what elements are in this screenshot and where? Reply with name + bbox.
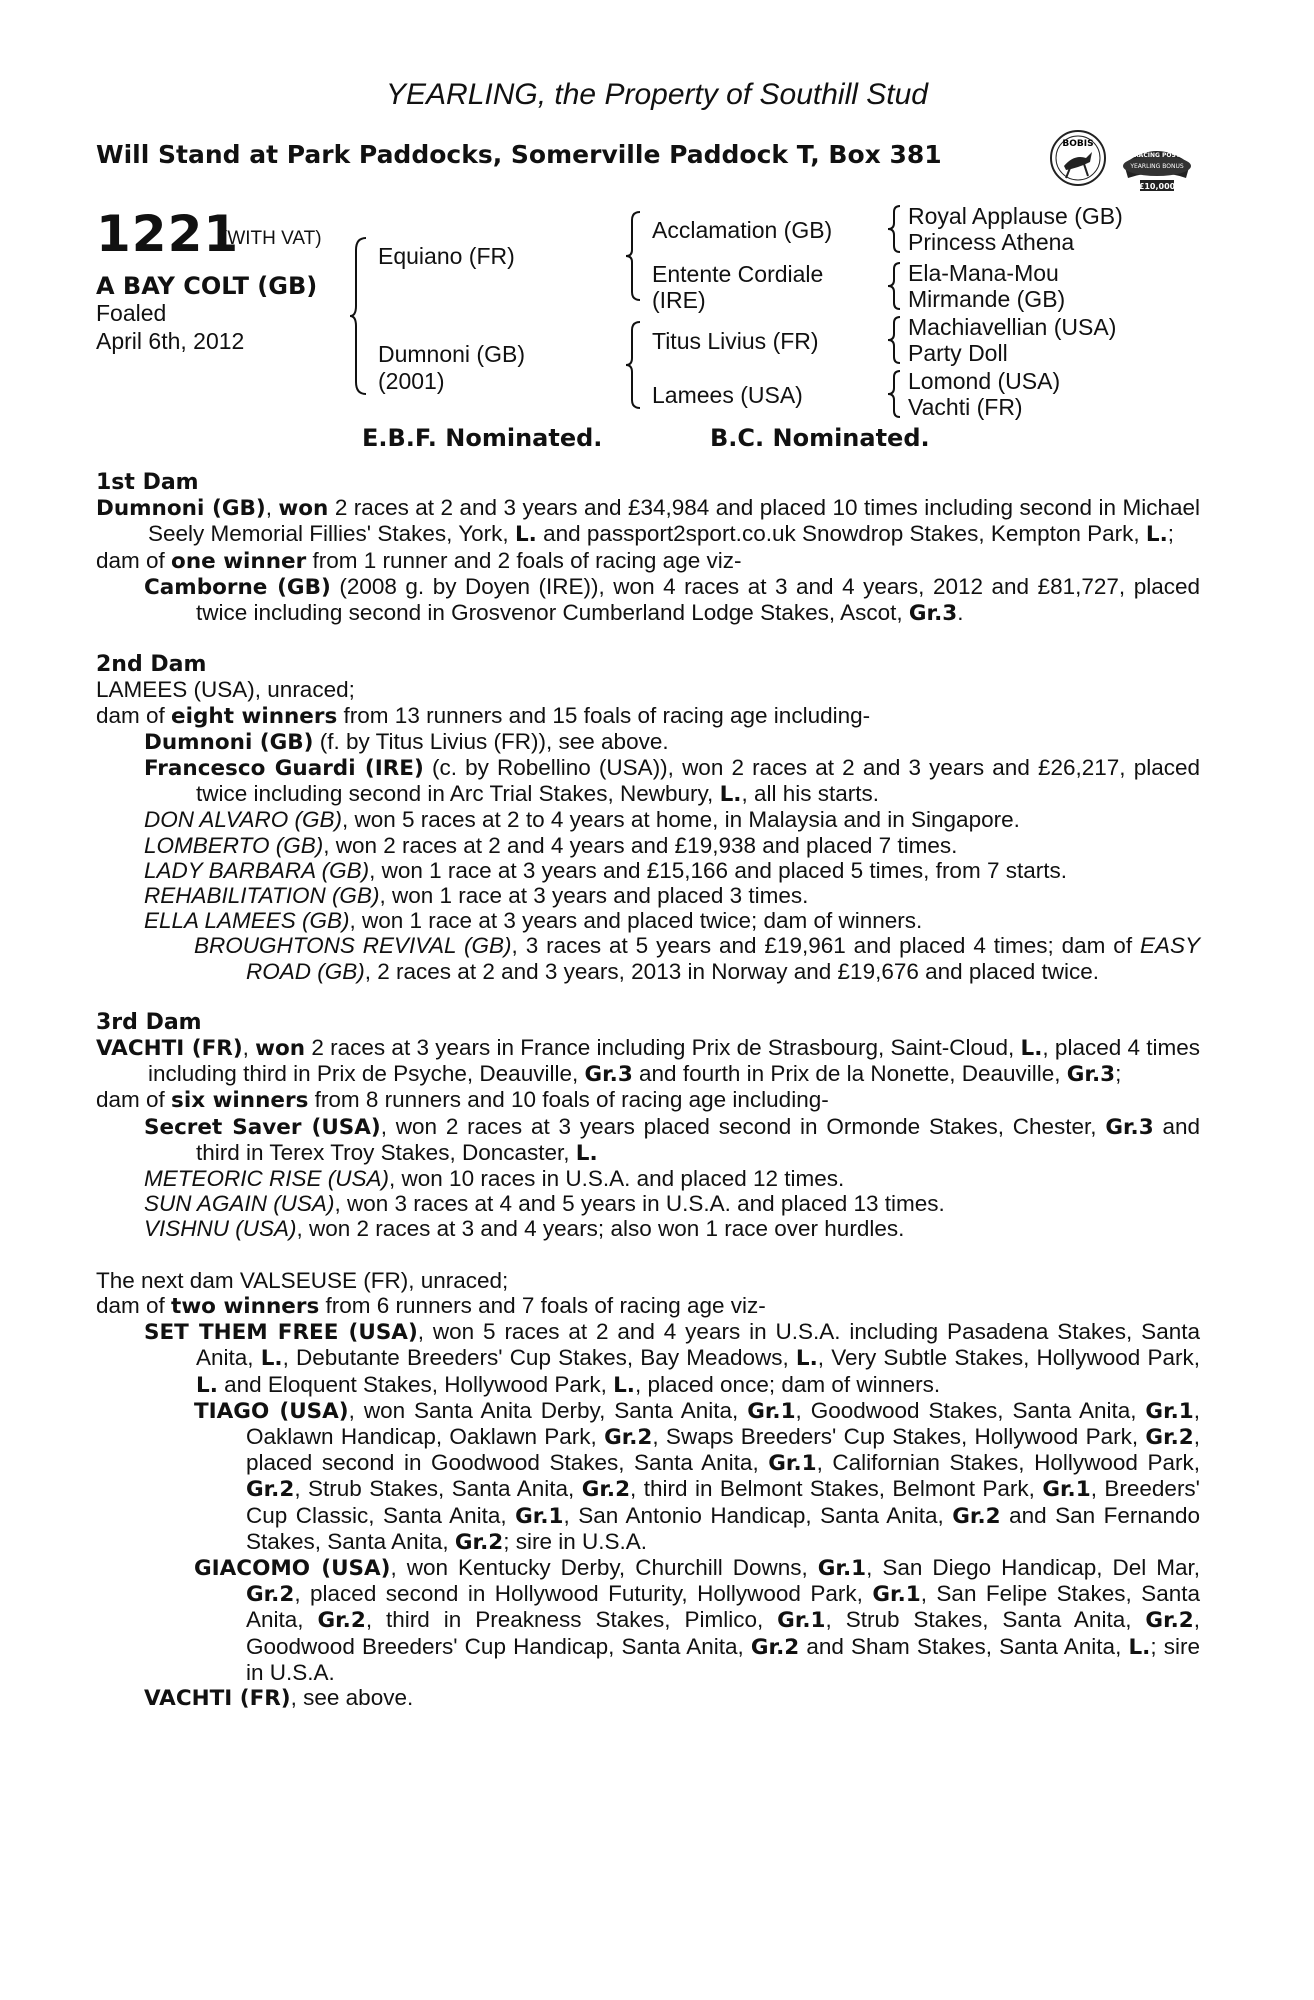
brace-ds-icon: [888, 315, 902, 365]
sss-name: Royal Applause (GB): [908, 203, 1123, 229]
sdd-name: Mirmande (GB): [908, 286, 1066, 312]
ssd-name: Princess Athena: [908, 229, 1075, 255]
paragraph: METEORIC RISE (USA), won 10 races in U.S.A. and placed 12 times.: [144, 1166, 845, 1192]
paragraph: dam of one winner from 1 runner and 2 foals of racing age viz-: [96, 547, 742, 574]
paragraph: REHABILITATION (GB), won 1 race at 3 years and placed 3 times.: [144, 883, 809, 909]
bonus-top-text: RACING POST: [1134, 152, 1180, 159]
vat-note: (WITH VAT): [221, 228, 322, 249]
paragraph: Dumnoni (GB) (f. by Titus Livius (FR)), see above.: [144, 728, 669, 755]
dsd-name: Party Doll: [908, 340, 1008, 366]
dam-dam: Lamees (USA): [652, 382, 803, 408]
dss-name: Machiavellian (USA): [908, 314, 1117, 340]
lot-number: 1221: [96, 205, 240, 263]
bonus-amount-text: £10,000: [1138, 182, 1176, 191]
paragraph: LADY BARBARA (GB), won 1 race at 3 years and £15,166 and placed 5 times, from 7 starts.: [144, 857, 1067, 883]
dam-sire: Titus Livius (FR): [652, 328, 819, 354]
paragraph: DON ALVARO (GB), won 5 races at 2 to 4 years at home, in Malaysia and in Singapore.: [144, 807, 1020, 833]
paragraph: dam of six winners from 8 runners and 10 foals of racing age including-: [96, 1087, 829, 1114]
brace-sd-icon: [888, 261, 902, 311]
paragraph: VISHNU (USA), won 2 races at 3 and 4 years; also won 1 race over hurdles.: [144, 1216, 905, 1242]
ddd-name: Vachti (FR): [908, 394, 1023, 420]
paragraph: SUN AGAIN (USA), won 3 races at 4 and 5 years in U.S.A. and placed 13 times.: [144, 1191, 945, 1217]
sds-name: Ela-Mana-Mou: [908, 260, 1059, 286]
sire-brace-icon: [626, 210, 642, 302]
dam-year: (2001): [378, 368, 445, 394]
second-dam-heading: 2nd Dam: [96, 652, 207, 678]
ebf-nominated: E.B.F. Nominated.: [362, 424, 603, 452]
paragraph: VACHTI (FR), won 2 races at 3 years in France including Prix de Strasbourg, Saint-Cloud, L., placed 4 times including third in Prix de Psyche, Deauville, Gr.3 and fourth in Prix de la Nonette, Deauville, Gr.3;: [96, 1035, 1201, 1088]
page-title: YEARLING, the Property of Southill Stud: [386, 78, 928, 111]
paragraph: dam of two winners from 6 runners and 7 foals of racing age viz-: [96, 1292, 766, 1319]
sire-name: Equiano (FR): [378, 243, 515, 269]
bobis-logo-icon: [1048, 128, 1108, 192]
paragraph: VACHTI (FR), see above.: [144, 1684, 414, 1711]
pedigree-brace-icon: [350, 236, 370, 396]
paragraph: Secret Saver (USA), won 2 races at 3 years placed second in Ormonde Stakes, Chester, Gr.3 and third in Terex Troy Stakes, Doncaster, L.: [144, 1113, 1200, 1166]
first-dam-heading: 1st Dam: [96, 470, 199, 495]
foaled-label: Foaled: [96, 300, 167, 326]
sire-sire: Acclamation (GB): [652, 217, 833, 243]
sire-dam-line2: (IRE): [652, 287, 706, 313]
foaled-date: April 6th, 2012: [96, 328, 245, 354]
paragraph: SET THEM FREE (USA), won 5 races at 2 and 4 years in U.S.A. including Pasadena Stakes, Santa Anita, L., Debutante Breeders' Cup Stakes, Bay Meadows, L., Very Subtle Stakes, Hollywood Park, L. and Eloquent Stakes, Hollywood Park, L., placed once; dam of winners.: [144, 1319, 1200, 1398]
stand-location: Will Stand at Park Paddocks, Somerville Paddock T, Box 381: [96, 140, 942, 169]
bobis-text: BOBIS: [1062, 139, 1094, 149]
lot-description: A BAY COLT (GB): [96, 272, 318, 300]
paragraph: ELLA LAMEES (GB), won 1 race at 3 years and placed twice; dam of winners.: [144, 908, 923, 934]
dds-name: Lomond (USA): [908, 368, 1061, 394]
paragraph: LOMBERTO (GB), won 2 races at 2 and 4 years and £19,938 and placed 7 times.: [144, 832, 958, 858]
paragraph: dam of eight winners from 13 runners and 15 foals of racing age including-: [96, 702, 871, 729]
paragraph: TIAGO (USA), won Santa Anita Derby, Santa Anita, Gr.1, Goodwood Stakes, Santa Anita, Gr.1, Oaklawn Handicap, Oaklawn Park, Gr.2, Swaps Breeders' Cup Stakes, Hollywood Park, Gr.2, placed second in Goodwood Stakes, Santa Anita, Gr.1, Californian Stakes, Hollywood Park, Gr.2, Strub Stakes, Santa Anita, Gr.2, third in Belmont Stakes, Belmont Park, Gr.1, Breeders' Cup Classic, Santa Anita, Gr.1, San Antonio Handicap, Santa Anita, Gr.2 and San Fernando Stakes, Santa Anita, Gr.2; sire in U.S.A.: [194, 1397, 1200, 1555]
paragraph: BROUGHTONS REVIVAL (GB), 3 races at 5 years and £19,961 and placed 4 times; dam of EASY ROAD (GB), 2 races at 2 and 3 years, 2013 in Norway and £19,676 and placed twice.: [194, 933, 1200, 984]
third-dam-heading: 3rd Dam: [96, 1009, 202, 1035]
brace-ss-icon: [888, 204, 902, 254]
paragraph: LAMEES (USA), unraced;: [96, 677, 355, 703]
dam-brace-icon: [626, 320, 642, 410]
paragraph: Dumnoni (GB), won 2 races at 2 and 3 years and £34,984 and placed 10 times including second in Michael Seely Memorial Fillies' Stakes, York, L. and passport2sport.co.uk Snowdrop Stakes, Kempton Park, L.;: [96, 495, 1200, 548]
catalogue-body: [96, 470, 1200, 1711]
paragraph: Camborne (GB) (2008 g. by Doyen (IRE)), won 4 races at 3 and 4 years, 2012 and £81,727, placed twice including second in Grosvenor Cumberland Lodge Stakes, Ascot, Gr.3.: [144, 573, 1201, 627]
bonus-mid-text: YEARLING BONUS: [1130, 163, 1184, 170]
paragraph: GIACOMO (USA), won Kentucky Derby, Churchill Downs, Gr.1, San Diego Handicap, Del Mar, Gr.2, placed second in Hollywood Futurity, Hollywood Park, Gr.1, San Felipe Stakes, Santa Anita, Gr.2, third in Preakness Stakes, Pimlico, Gr.1, Strub Stakes, Santa Anita, Gr.2, Goodwood Breeders' Cup Handicap, Santa Anita, Gr.2 and Sham Stakes, Santa Anita, L.; sire in U.S.A.: [194, 1554, 1201, 1685]
paragraph: Francesco Guardi (IRE) (c. by Robellino (USA)), won 2 races at 2 and 3 years and £26,217, placed twice including second in Arc Trial Stakes, Newbury, L., all his starts.: [144, 755, 1200, 808]
sire-dam-line1: Entente Cordiale: [652, 261, 824, 287]
paragraph: The next dam VALSEUSE (FR), unraced;: [96, 1267, 509, 1293]
brace-dd-icon: [888, 369, 902, 419]
yearling-bonus-icon: [1120, 140, 1194, 198]
dam-name: Dumnoni (GB): [378, 341, 525, 367]
bc-nominated: B.C. Nominated.: [710, 424, 930, 452]
